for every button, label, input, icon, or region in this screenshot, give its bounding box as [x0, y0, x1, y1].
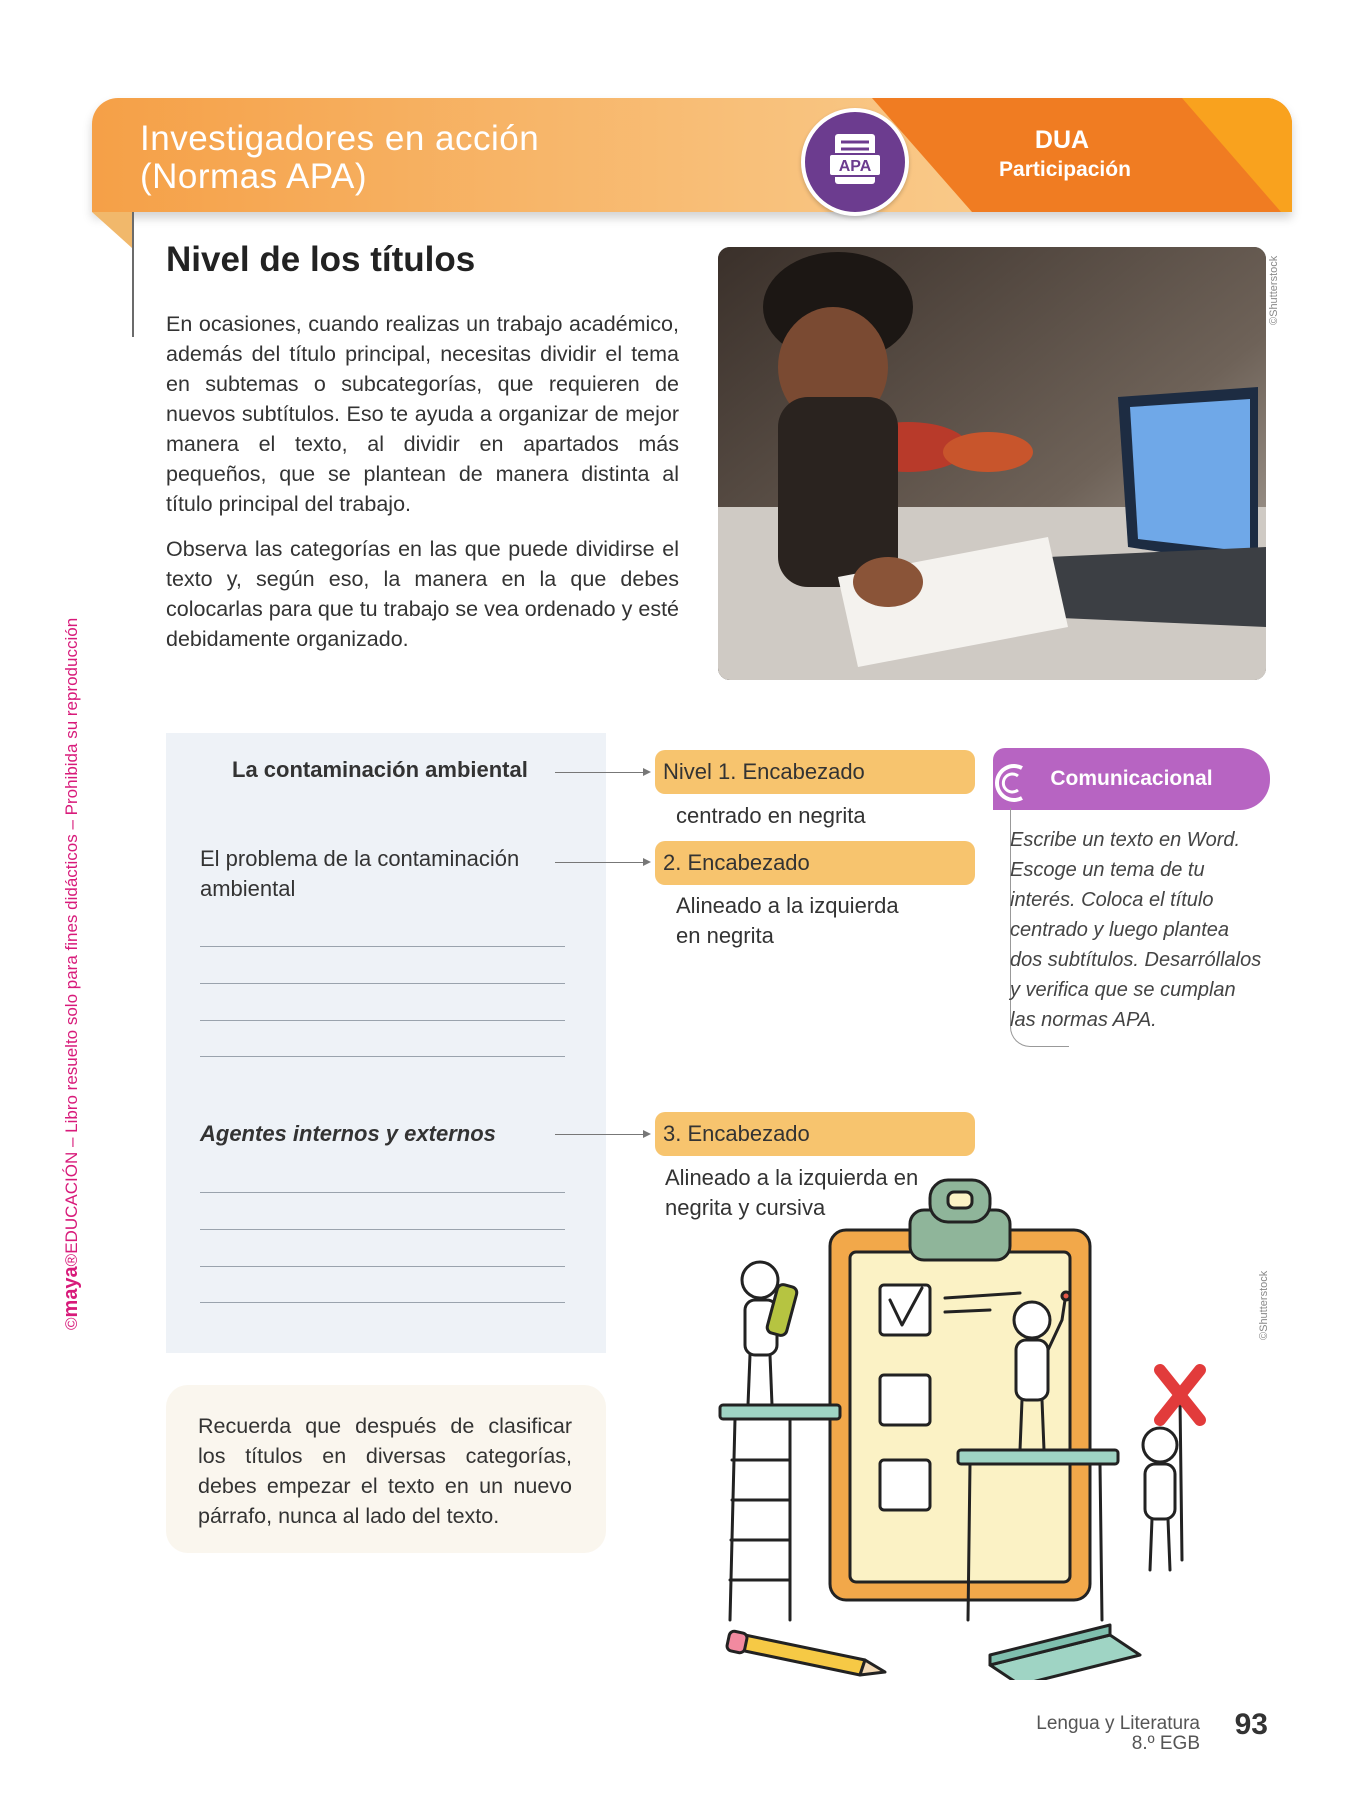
registered-symbol: ®: [62, 1253, 81, 1267]
instruction-line: dos subtítulos. Desarróllalos: [1010, 949, 1262, 971]
level2-description: [676, 891, 899, 951]
connector-line: [555, 862, 645, 863]
level1-tag: Nivel 1. Encabezado: [655, 750, 975, 794]
connector-arrow: [643, 1130, 651, 1138]
answer-line: [200, 1266, 565, 1267]
answer-line: [200, 1229, 565, 1230]
header-banner: [92, 98, 1292, 212]
section-heading: Nivel de los títulos: [166, 240, 476, 279]
illustration-credit: ©Shutterstock: [1258, 1270, 1270, 1340]
answer-line: [200, 1302, 565, 1303]
answer-line: [200, 983, 565, 984]
level3-tag: 3. Encabezado: [655, 1112, 975, 1156]
comunicacional-label-text: Comunicacional: [1050, 767, 1213, 790]
brand-logo: maya: [60, 1266, 82, 1318]
reminder-box: [166, 1385, 606, 1553]
student-photo: [718, 247, 1266, 680]
intro-paragraph: En ocasiones, cuando realizas un trabajo académico, además del título principal, necesitas dividir el tema en subtemas o subcategorías, que requieren de nuevos subtítulos. Eso te ayuda a organizar de mejor manera el texto, al dividir en apartados más pequeños, que se plantean de manera distinta al título principal del trabajo.: [166, 312, 679, 516]
apa-badge-icon: [801, 108, 909, 216]
notice-text: EDUCACIÓN – Libro resuelto solo para fines didácticos – Prohibida su reproducción: [62, 617, 81, 1254]
level3-description-line: Alineado a la izquierda en: [665, 1165, 919, 1190]
photo-credit: ©Shutterstock: [1268, 255, 1280, 325]
answer-line: [200, 946, 565, 947]
apa-badge-label: APA: [838, 158, 872, 175]
answer-line: [200, 1056, 565, 1057]
grade-label: 8.º EGB: [1131, 1733, 1200, 1754]
copyright-notice: [60, 618, 83, 1330]
connector-line: [555, 772, 645, 773]
example-panel: [166, 733, 606, 1353]
page-title: [140, 120, 539, 196]
instruction-line: Escoge un tema de tu: [1010, 859, 1205, 881]
level3-example-title: Agentes internos y externos: [200, 1121, 496, 1146]
observe-paragraph: Observa las categorías en las que puede dividirse el texto y, según eso, la manera en la que debes colocarlas para que tu trabajo se vea ordenado y esté debidamente organizado.: [166, 537, 679, 651]
student-writing-image: [718, 247, 1266, 680]
instruction-line: Escribe un texto en Word.: [1010, 829, 1241, 851]
banner-fold: [92, 212, 132, 248]
comunicacional-label: [993, 748, 1270, 810]
answer-line: [200, 1192, 565, 1193]
level2-description-line: Alineado a la izquierda: [676, 893, 899, 918]
clipboard-illustration: [690, 1160, 1250, 1680]
instruction-line: y verifica que se cumplan: [1010, 979, 1236, 1001]
level2-description-line: en negrita: [676, 923, 774, 948]
title-line-1: Investigadores en acción: [140, 119, 540, 158]
comunicacional-instructions: [1010, 825, 1270, 1035]
level2-example-title: El problema de la contaminación ambiental: [200, 846, 520, 901]
copyright-symbol: ©: [62, 1317, 81, 1330]
level3-description-line: negrita y cursiva: [665, 1195, 826, 1220]
footer-subject: [1036, 1714, 1200, 1754]
dua-title: DUA: [1034, 126, 1090, 154]
vertical-rule: [132, 212, 134, 337]
subject-label: Lengua y Literatura: [1036, 1713, 1200, 1734]
apa-document-icon: [805, 112, 905, 212]
level2-tag: 2. Encabezado: [655, 841, 975, 885]
reminder-text: Recuerda que después de clasificar los títulos en diversas categorías, debes empezar el texto en un nuevo párrafo, nunca al lado del texto.: [198, 1414, 572, 1528]
level1-example-title: La contaminación ambiental: [232, 757, 528, 782]
instruction-line: interés. Coloca el título: [1010, 889, 1214, 911]
instruction-line: centrado y luego plantea: [1010, 919, 1230, 941]
instruction-line: las normas APA.: [1010, 1009, 1157, 1031]
title-line-2: (Normas APA): [140, 157, 368, 196]
answer-line: [200, 1020, 565, 1021]
connector-arrow: [643, 858, 651, 866]
page-number: 93: [1234, 1708, 1268, 1741]
connector-line: [555, 1134, 645, 1135]
comunicacional-icon: [992, 760, 1032, 806]
connector-arrow: [643, 768, 651, 776]
level1-description: centrado en negrita: [676, 803, 866, 828]
dua-subtitle: Participación: [999, 158, 1131, 181]
